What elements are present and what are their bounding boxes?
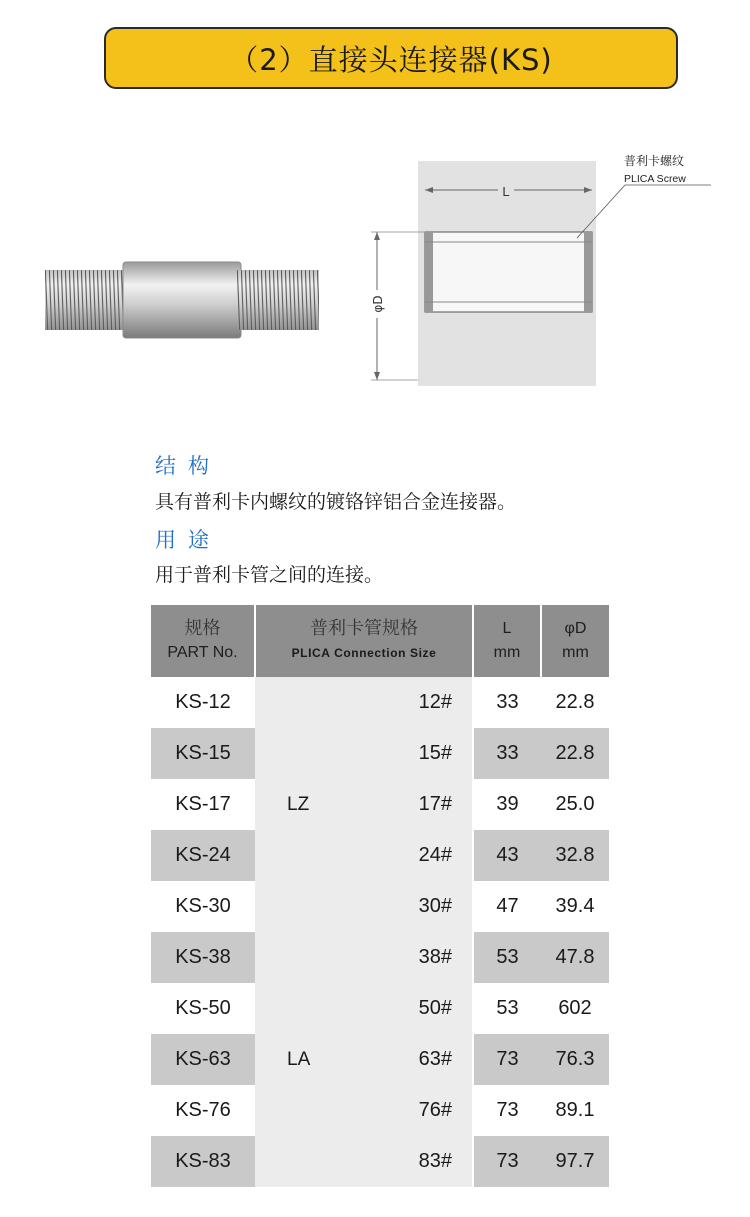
d-dimension-label: φD bbox=[371, 295, 385, 313]
plica-size: 30# bbox=[341, 881, 473, 932]
header-d bbox=[541, 605, 609, 677]
table-row bbox=[151, 779, 609, 830]
diameter-mm: 602 bbox=[558, 997, 592, 1019]
plica-size: 24# bbox=[341, 830, 473, 881]
plica-size: 17# bbox=[341, 779, 473, 830]
part-number: KS-83 bbox=[151, 1136, 255, 1187]
length-mm: 73 bbox=[473, 1136, 541, 1187]
length-mm: 53 bbox=[473, 932, 541, 983]
header-d-unit: mm bbox=[562, 644, 589, 661]
header-l-label: L bbox=[502, 620, 512, 637]
plica-size: 76# bbox=[341, 1085, 473, 1136]
thread-left bbox=[45, 270, 127, 330]
diameter-mm: 47.8 bbox=[541, 932, 609, 983]
length-mm: 33 bbox=[473, 677, 541, 728]
structure-heading: 结构 bbox=[155, 454, 221, 478]
header-part-cn: 规格 bbox=[184, 618, 221, 639]
table-row bbox=[151, 983, 609, 1034]
table-row bbox=[151, 728, 609, 779]
table-row bbox=[151, 932, 609, 983]
structure-text: 具有普利卡内螺纹的镀铬锌铝合金连接器。 bbox=[155, 491, 517, 513]
usage-text: 用于普利卡管之间的连接。 bbox=[155, 564, 384, 586]
table-header-row bbox=[151, 605, 609, 677]
type-group-lz: LZ bbox=[255, 677, 341, 932]
length-mm: 73 bbox=[473, 1085, 541, 1136]
product-photo bbox=[45, 260, 320, 340]
part-number: KS-17 bbox=[175, 793, 231, 815]
length-mm: 39 bbox=[473, 779, 541, 830]
header-part-en: PART No. bbox=[167, 644, 238, 661]
header-plica-cn: 普利卡管规格 bbox=[310, 618, 418, 639]
header-plica bbox=[255, 605, 473, 677]
table-row bbox=[151, 1136, 609, 1187]
part-number: KS-30 bbox=[175, 895, 231, 917]
plica-size: 83# bbox=[341, 1136, 473, 1187]
part-number: KS-63 bbox=[151, 1034, 255, 1085]
table-row bbox=[151, 677, 609, 728]
l-dimension-label: L bbox=[502, 184, 510, 199]
length-mm: 47 bbox=[473, 881, 541, 932]
header-plica-en: PLICA Connection Size bbox=[291, 646, 437, 660]
plica-size: 63# bbox=[341, 1034, 473, 1085]
table-row bbox=[151, 1085, 609, 1136]
page-title: （2）直接头连接器(KS) bbox=[104, 27, 678, 89]
diameter-mm: 89.1 bbox=[555, 1099, 595, 1121]
part-number: KS-76 bbox=[175, 1099, 231, 1121]
d-arrow-top bbox=[374, 232, 380, 240]
diameter-mm: 39.4 bbox=[555, 895, 595, 917]
diameter-mm: 22.8 bbox=[555, 691, 595, 713]
part-number: KS-12 bbox=[175, 691, 231, 713]
table-row bbox=[151, 1034, 609, 1085]
inner-bore bbox=[425, 232, 592, 312]
length-mm: 53 bbox=[473, 983, 541, 1034]
plica-size: 15# bbox=[341, 728, 473, 779]
table-row bbox=[151, 830, 609, 881]
header-part bbox=[151, 605, 255, 677]
plica-size: 12# bbox=[341, 677, 473, 728]
diameter-mm: 25.0 bbox=[555, 793, 595, 815]
length-mm: 73 bbox=[473, 1034, 541, 1085]
plica-size: 38# bbox=[341, 932, 473, 983]
part-number: KS-24 bbox=[151, 830, 255, 881]
callout-label-cn: 普利卡螺纹 bbox=[624, 154, 685, 168]
length-mm: 33 bbox=[473, 728, 541, 779]
callout-label-en: PLICA Screw bbox=[624, 173, 686, 185]
length-mm: 43 bbox=[473, 830, 541, 881]
table-row bbox=[151, 881, 609, 932]
diameter-mm: 22.8 bbox=[541, 728, 609, 779]
part-number: KS-38 bbox=[151, 932, 255, 983]
thread-right bbox=[237, 270, 319, 330]
spec-table bbox=[151, 605, 609, 1187]
d-arrow-bottom bbox=[374, 372, 380, 380]
part-number: KS-15 bbox=[151, 728, 255, 779]
bore-shade-left bbox=[425, 232, 433, 312]
part-number: KS-50 bbox=[175, 997, 231, 1019]
connector-body bbox=[123, 262, 241, 338]
header-l-unit: mm bbox=[493, 644, 521, 661]
usage-heading: 用途 bbox=[155, 528, 221, 552]
diameter-mm: 76.3 bbox=[541, 1034, 609, 1085]
header-l bbox=[473, 605, 541, 677]
dimension-diagram bbox=[355, 150, 715, 395]
type-group-la: LA bbox=[255, 932, 341, 1187]
bore-shade-right bbox=[584, 232, 592, 312]
diameter-mm: 97.7 bbox=[541, 1136, 609, 1187]
plica-size: 50# bbox=[341, 983, 473, 1034]
diameter-mm: 32.8 bbox=[541, 830, 609, 881]
header-d-label: φD bbox=[564, 620, 587, 637]
